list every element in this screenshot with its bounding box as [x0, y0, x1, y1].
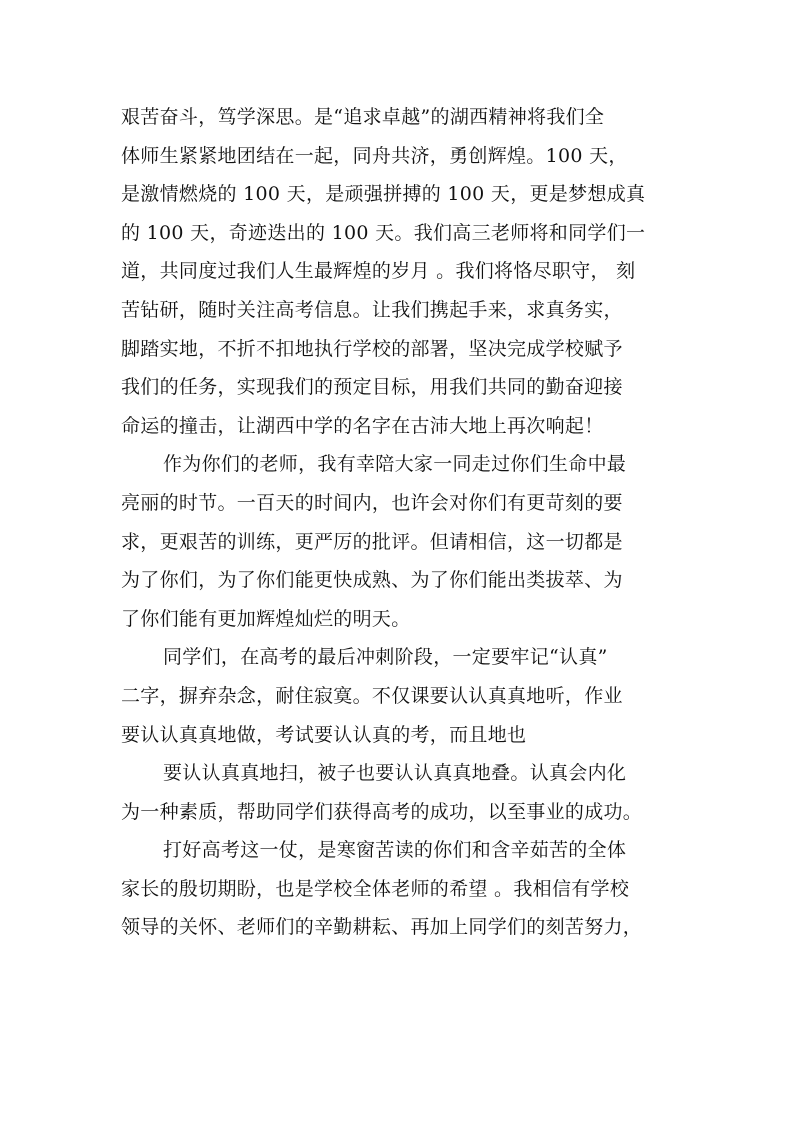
paragraph-start-line: 作为你们的老师，我有幸陪大家一同走过你们生命中最 [163, 453, 627, 476]
paragraph-start-line: 打好高考这一仗，是寒窗苦读的你们和含辛茹苦的全体 [163, 839, 627, 862]
body-text [121, 93, 681, 942]
text-line: 领导的关怀、老师们的辛勤耕耘、再加上同学们的刻苦努力， [121, 916, 643, 939]
text-line: 要认认真真地做，考试要认认真的考，而且地也 [121, 723, 527, 746]
text-line: 为一种素质，帮助同学们获得高考的成功，以至事业的成功。 [121, 800, 643, 823]
text-line: 亮丽的时节。一百天的时间内，也许会对你们有更苛刻的要 [121, 491, 623, 514]
text-line: 脚踏实地，不折不扣地执行学校的部署，坚决完成学校赋予 [121, 337, 623, 360]
text-line: 苦钻研，随时关注高考信息。让我们携起手来，求真务实， [121, 298, 623, 321]
text-line: 我们的任务，实现我们的预定目标，用我们共同的勤奋迎接 [121, 376, 623, 399]
text-line: 求，更艰苦的训练，更严厉的批评。但请相信，这一切都是 [121, 530, 623, 553]
text-line: 的 100 天，奇迹迭出的 100 天。我们高三老师将和同学们一 [121, 221, 646, 244]
paragraph-start-line: 要认认真真地扫，被子也要认认真真地叠。认真会内化 [163, 762, 627, 785]
text-line: 命运的撞击，让湖西中学的名字在古沛大地上再次响起！ [121, 414, 604, 437]
text-line: 道，共同度过我们人生最辉煌的岁月 。我们将恪尽职守， 刻 [121, 260, 636, 283]
text-line: 了你们能有更加辉煌灿烂的明天。 [121, 607, 411, 630]
text-line: 为了你们，为了你们能更快成熟、为了你们能出类拔萃、为 [121, 569, 623, 592]
text-line: 体师生紧紧地团结在一起，同舟共济，勇创辉煌。100 天， [121, 144, 628, 167]
text-line: 二字，摒弃杂念，耐住寂寞。不仅课要认认真真地听，作业 [121, 684, 623, 707]
text-line: 家长的殷切期盼，也是学校全体老师的希望 。我相信有学校 [121, 877, 630, 900]
text-line: 艰苦奋斗，笃学深思。是“追求卓越”的湖西精神将我们全 [121, 106, 605, 128]
text-line: 是激情燃烧的 100 天，是顽强拼搏的 100 天，更是梦想成真 [121, 183, 646, 206]
paragraph-start-line: 同学们，在高考的最后冲刺阶段，一定要牢记“认真” [163, 646, 608, 669]
